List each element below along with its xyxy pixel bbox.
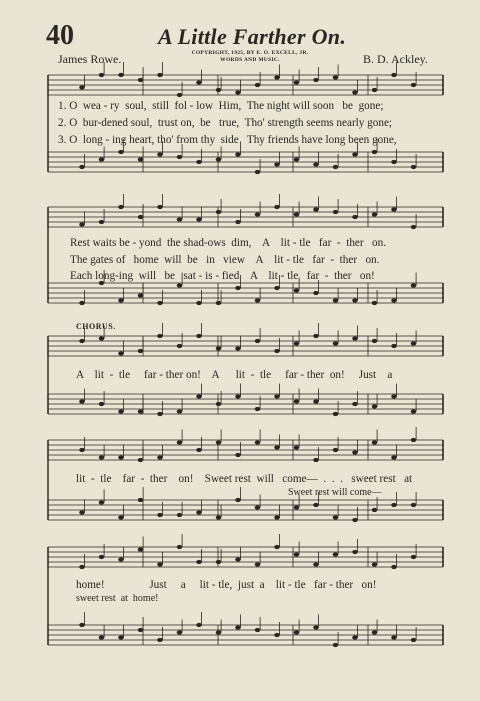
note-head bbox=[138, 349, 144, 353]
note-head bbox=[352, 336, 358, 340]
note-head bbox=[138, 78, 144, 82]
note-head bbox=[99, 555, 105, 559]
note-head bbox=[411, 83, 417, 87]
note-head bbox=[235, 394, 241, 398]
note-head bbox=[294, 630, 300, 634]
note-head bbox=[255, 298, 261, 302]
chorus-line-1: A lit - tle far - ther on! A lit - tle far - ther on! Just a bbox=[76, 369, 393, 381]
note-head bbox=[157, 455, 163, 459]
note-head bbox=[333, 210, 339, 214]
verse-3-line-a: 3. O long - ing heart, tho' from thy side Thy friends have long been gone, bbox=[58, 134, 397, 146]
note-head bbox=[411, 438, 417, 442]
note-head bbox=[216, 402, 222, 406]
note-head bbox=[333, 412, 339, 416]
note-head bbox=[99, 635, 105, 639]
note-head bbox=[411, 283, 417, 287]
note-head bbox=[313, 78, 319, 82]
note-head bbox=[274, 205, 280, 209]
note-head bbox=[391, 455, 397, 459]
chorus-label: CHORUS. bbox=[76, 322, 116, 331]
note-head bbox=[274, 515, 280, 519]
note-head bbox=[391, 394, 397, 398]
note-head bbox=[333, 448, 339, 452]
note-head bbox=[333, 298, 339, 302]
note-head bbox=[196, 217, 202, 221]
note-head bbox=[235, 220, 241, 224]
note-head bbox=[79, 448, 85, 452]
note-head bbox=[157, 152, 163, 156]
verse-2-line-b: The gates of home will be in view A lit - tle far - ther on. bbox=[70, 254, 380, 266]
staff-lines bbox=[48, 75, 443, 645]
note-head bbox=[411, 341, 417, 345]
note-head bbox=[216, 440, 222, 444]
verse-1-line-b: Rest waits be - yond the shad-ows dim, A lit - tle far - ther on. bbox=[70, 237, 386, 249]
note-head bbox=[391, 565, 397, 569]
note-head bbox=[216, 560, 222, 564]
note-head bbox=[391, 207, 397, 211]
note-head bbox=[118, 515, 124, 519]
note-head bbox=[294, 80, 300, 84]
note-head bbox=[177, 545, 183, 549]
note-head bbox=[118, 73, 124, 77]
note-head bbox=[138, 628, 144, 632]
note-head bbox=[177, 93, 183, 97]
note-head bbox=[255, 505, 261, 509]
note-head bbox=[118, 557, 124, 561]
note-head bbox=[313, 625, 319, 629]
note-head bbox=[235, 90, 241, 94]
note-head bbox=[352, 298, 358, 302]
note-head bbox=[313, 291, 319, 295]
note-head bbox=[255, 170, 261, 174]
note-head bbox=[294, 212, 300, 216]
note-head bbox=[138, 215, 144, 219]
note-head bbox=[177, 283, 183, 287]
note-head bbox=[157, 301, 163, 305]
note-head bbox=[196, 160, 202, 164]
note-head bbox=[255, 628, 261, 632]
note-head bbox=[118, 150, 124, 154]
note-head bbox=[79, 623, 85, 627]
note-head bbox=[274, 286, 280, 290]
note-head bbox=[391, 635, 397, 639]
note-head bbox=[79, 339, 85, 343]
chorus-line-2-bass: Sweet rest will come— bbox=[288, 487, 382, 498]
note-head bbox=[157, 513, 163, 517]
note-head bbox=[196, 560, 202, 564]
note-head bbox=[352, 635, 358, 639]
note-head bbox=[372, 630, 378, 634]
note-head bbox=[313, 207, 319, 211]
note-head bbox=[255, 212, 261, 216]
note-head bbox=[352, 152, 358, 156]
note-head bbox=[235, 453, 241, 457]
note-head bbox=[391, 503, 397, 507]
note-head bbox=[138, 157, 144, 161]
note-head bbox=[177, 217, 183, 221]
note-head bbox=[177, 344, 183, 348]
note-head bbox=[294, 288, 300, 292]
copyright-line: WORDS AND MUSIC. bbox=[220, 57, 280, 63]
note-head bbox=[411, 638, 417, 642]
note-head bbox=[274, 162, 280, 166]
note-head bbox=[177, 440, 183, 444]
note-head bbox=[138, 293, 144, 297]
note-head bbox=[118, 351, 124, 355]
note-head bbox=[196, 394, 202, 398]
note-head bbox=[352, 518, 358, 522]
note-head bbox=[274, 633, 280, 637]
note-head bbox=[274, 545, 280, 549]
note-head bbox=[372, 88, 378, 92]
note-head bbox=[372, 440, 378, 444]
note-head bbox=[177, 630, 183, 634]
note-head bbox=[216, 157, 222, 161]
note-head bbox=[333, 165, 339, 169]
hymn-title: A Little Farther On. bbox=[158, 24, 347, 49]
note-head bbox=[196, 623, 202, 627]
note-head bbox=[411, 165, 417, 169]
note-head bbox=[294, 341, 300, 345]
note-head bbox=[333, 75, 339, 79]
note-head bbox=[294, 399, 300, 403]
note-head bbox=[352, 215, 358, 219]
note-head bbox=[255, 440, 261, 444]
note-head bbox=[235, 286, 241, 290]
note-head bbox=[294, 505, 300, 509]
note-head bbox=[391, 73, 397, 77]
chorus-line-2: lit - tle far - ther on! Sweet rest will come— . . . sweet rest at bbox=[76, 473, 413, 485]
note-head bbox=[274, 445, 280, 449]
note-head bbox=[372, 404, 378, 408]
note-head bbox=[216, 301, 222, 305]
note-head bbox=[79, 565, 85, 569]
note-head bbox=[235, 346, 241, 350]
note-head bbox=[274, 75, 280, 79]
note-head bbox=[372, 339, 378, 343]
note-head bbox=[157, 205, 163, 209]
note-head bbox=[352, 550, 358, 554]
note-head bbox=[177, 409, 183, 413]
note-head bbox=[372, 150, 378, 154]
note-head bbox=[118, 298, 124, 302]
note-head bbox=[372, 212, 378, 216]
note-head bbox=[352, 90, 358, 94]
note-head bbox=[157, 334, 163, 338]
note-head bbox=[99, 336, 105, 340]
note-head bbox=[99, 402, 105, 406]
note-head bbox=[99, 455, 105, 459]
note-head bbox=[274, 349, 280, 353]
note-head bbox=[372, 508, 378, 512]
note-head bbox=[99, 157, 105, 161]
note-head bbox=[79, 301, 85, 305]
note-head bbox=[235, 557, 241, 561]
note-head bbox=[79, 165, 85, 169]
author-name: James Rowe. bbox=[58, 52, 122, 66]
note-head bbox=[333, 643, 339, 647]
note-head bbox=[391, 160, 397, 164]
note-head bbox=[196, 510, 202, 514]
note-head bbox=[352, 450, 358, 454]
note-head bbox=[118, 205, 124, 209]
note-head bbox=[196, 448, 202, 452]
note-head bbox=[196, 301, 202, 305]
note-head bbox=[157, 73, 163, 77]
note-head bbox=[157, 412, 163, 416]
note-head bbox=[313, 503, 319, 507]
note-head bbox=[216, 210, 222, 214]
note-head bbox=[372, 562, 378, 566]
note-head bbox=[391, 298, 397, 302]
note-head bbox=[294, 552, 300, 556]
note-head bbox=[235, 498, 241, 502]
note-head bbox=[79, 510, 85, 514]
note-head bbox=[99, 220, 105, 224]
note-head bbox=[294, 445, 300, 449]
note-head bbox=[313, 562, 319, 566]
hymn-number: 40 bbox=[46, 20, 74, 51]
note-head bbox=[216, 346, 222, 350]
note-head bbox=[411, 555, 417, 559]
note-head bbox=[177, 513, 183, 517]
note-head bbox=[313, 162, 319, 166]
note-head bbox=[196, 80, 202, 84]
copyright-line: COPYRIGHT, 1925, BY E. O. EXCELL, JR. bbox=[191, 50, 309, 56]
note-head bbox=[333, 515, 339, 519]
note-head bbox=[79, 399, 85, 403]
note-head bbox=[313, 458, 319, 462]
note-head bbox=[255, 562, 261, 566]
note-head bbox=[313, 334, 319, 338]
note-head bbox=[255, 339, 261, 343]
note-head bbox=[157, 562, 163, 566]
note-head bbox=[157, 638, 163, 642]
note-head bbox=[411, 225, 417, 229]
note-head bbox=[411, 409, 417, 413]
note-head bbox=[177, 155, 183, 159]
note-head bbox=[255, 407, 261, 411]
note-head bbox=[216, 630, 222, 634]
note-head bbox=[235, 152, 241, 156]
note-head bbox=[333, 552, 339, 556]
verse-1-line-a: 1. O wea - ry soul, still fol - low Him, The night will soon be gone; bbox=[58, 100, 384, 112]
note-heads bbox=[79, 62, 416, 647]
note-head bbox=[216, 88, 222, 92]
note-head bbox=[391, 344, 397, 348]
note-head bbox=[138, 498, 144, 502]
note-head bbox=[79, 85, 85, 89]
note-head bbox=[411, 503, 417, 507]
note-head bbox=[138, 409, 144, 413]
verse-3-line-b: Each long-ing will be sat - is - fied A lit - tle far - ther on! bbox=[70, 270, 375, 282]
note-head bbox=[196, 334, 202, 338]
note-head bbox=[99, 73, 105, 77]
note-head bbox=[118, 409, 124, 413]
note-head bbox=[274, 394, 280, 398]
note-head bbox=[255, 83, 261, 87]
note-head bbox=[99, 500, 105, 504]
note-head bbox=[216, 515, 222, 519]
note-head bbox=[79, 222, 85, 226]
verse-2-line-a: 2. O bur-dened soul, trust on, be true, Tho' strength seems nearly gone; bbox=[58, 117, 393, 129]
note-head bbox=[294, 157, 300, 161]
note-head bbox=[118, 455, 124, 459]
chorus-line-3-tenor: sweet rest at home! bbox=[76, 593, 159, 604]
chorus-line-3: home! Just a lit - tle, just a lit - tle far - ther on! bbox=[76, 579, 377, 591]
note-head bbox=[372, 301, 378, 305]
note-head bbox=[138, 458, 144, 462]
note-head bbox=[118, 635, 124, 639]
composer-name: B. D. Ackley. bbox=[363, 52, 428, 66]
note-head bbox=[138, 547, 144, 551]
note-head bbox=[313, 399, 319, 403]
note-head bbox=[235, 625, 241, 629]
note-head bbox=[333, 341, 339, 345]
note-head bbox=[352, 402, 358, 406]
